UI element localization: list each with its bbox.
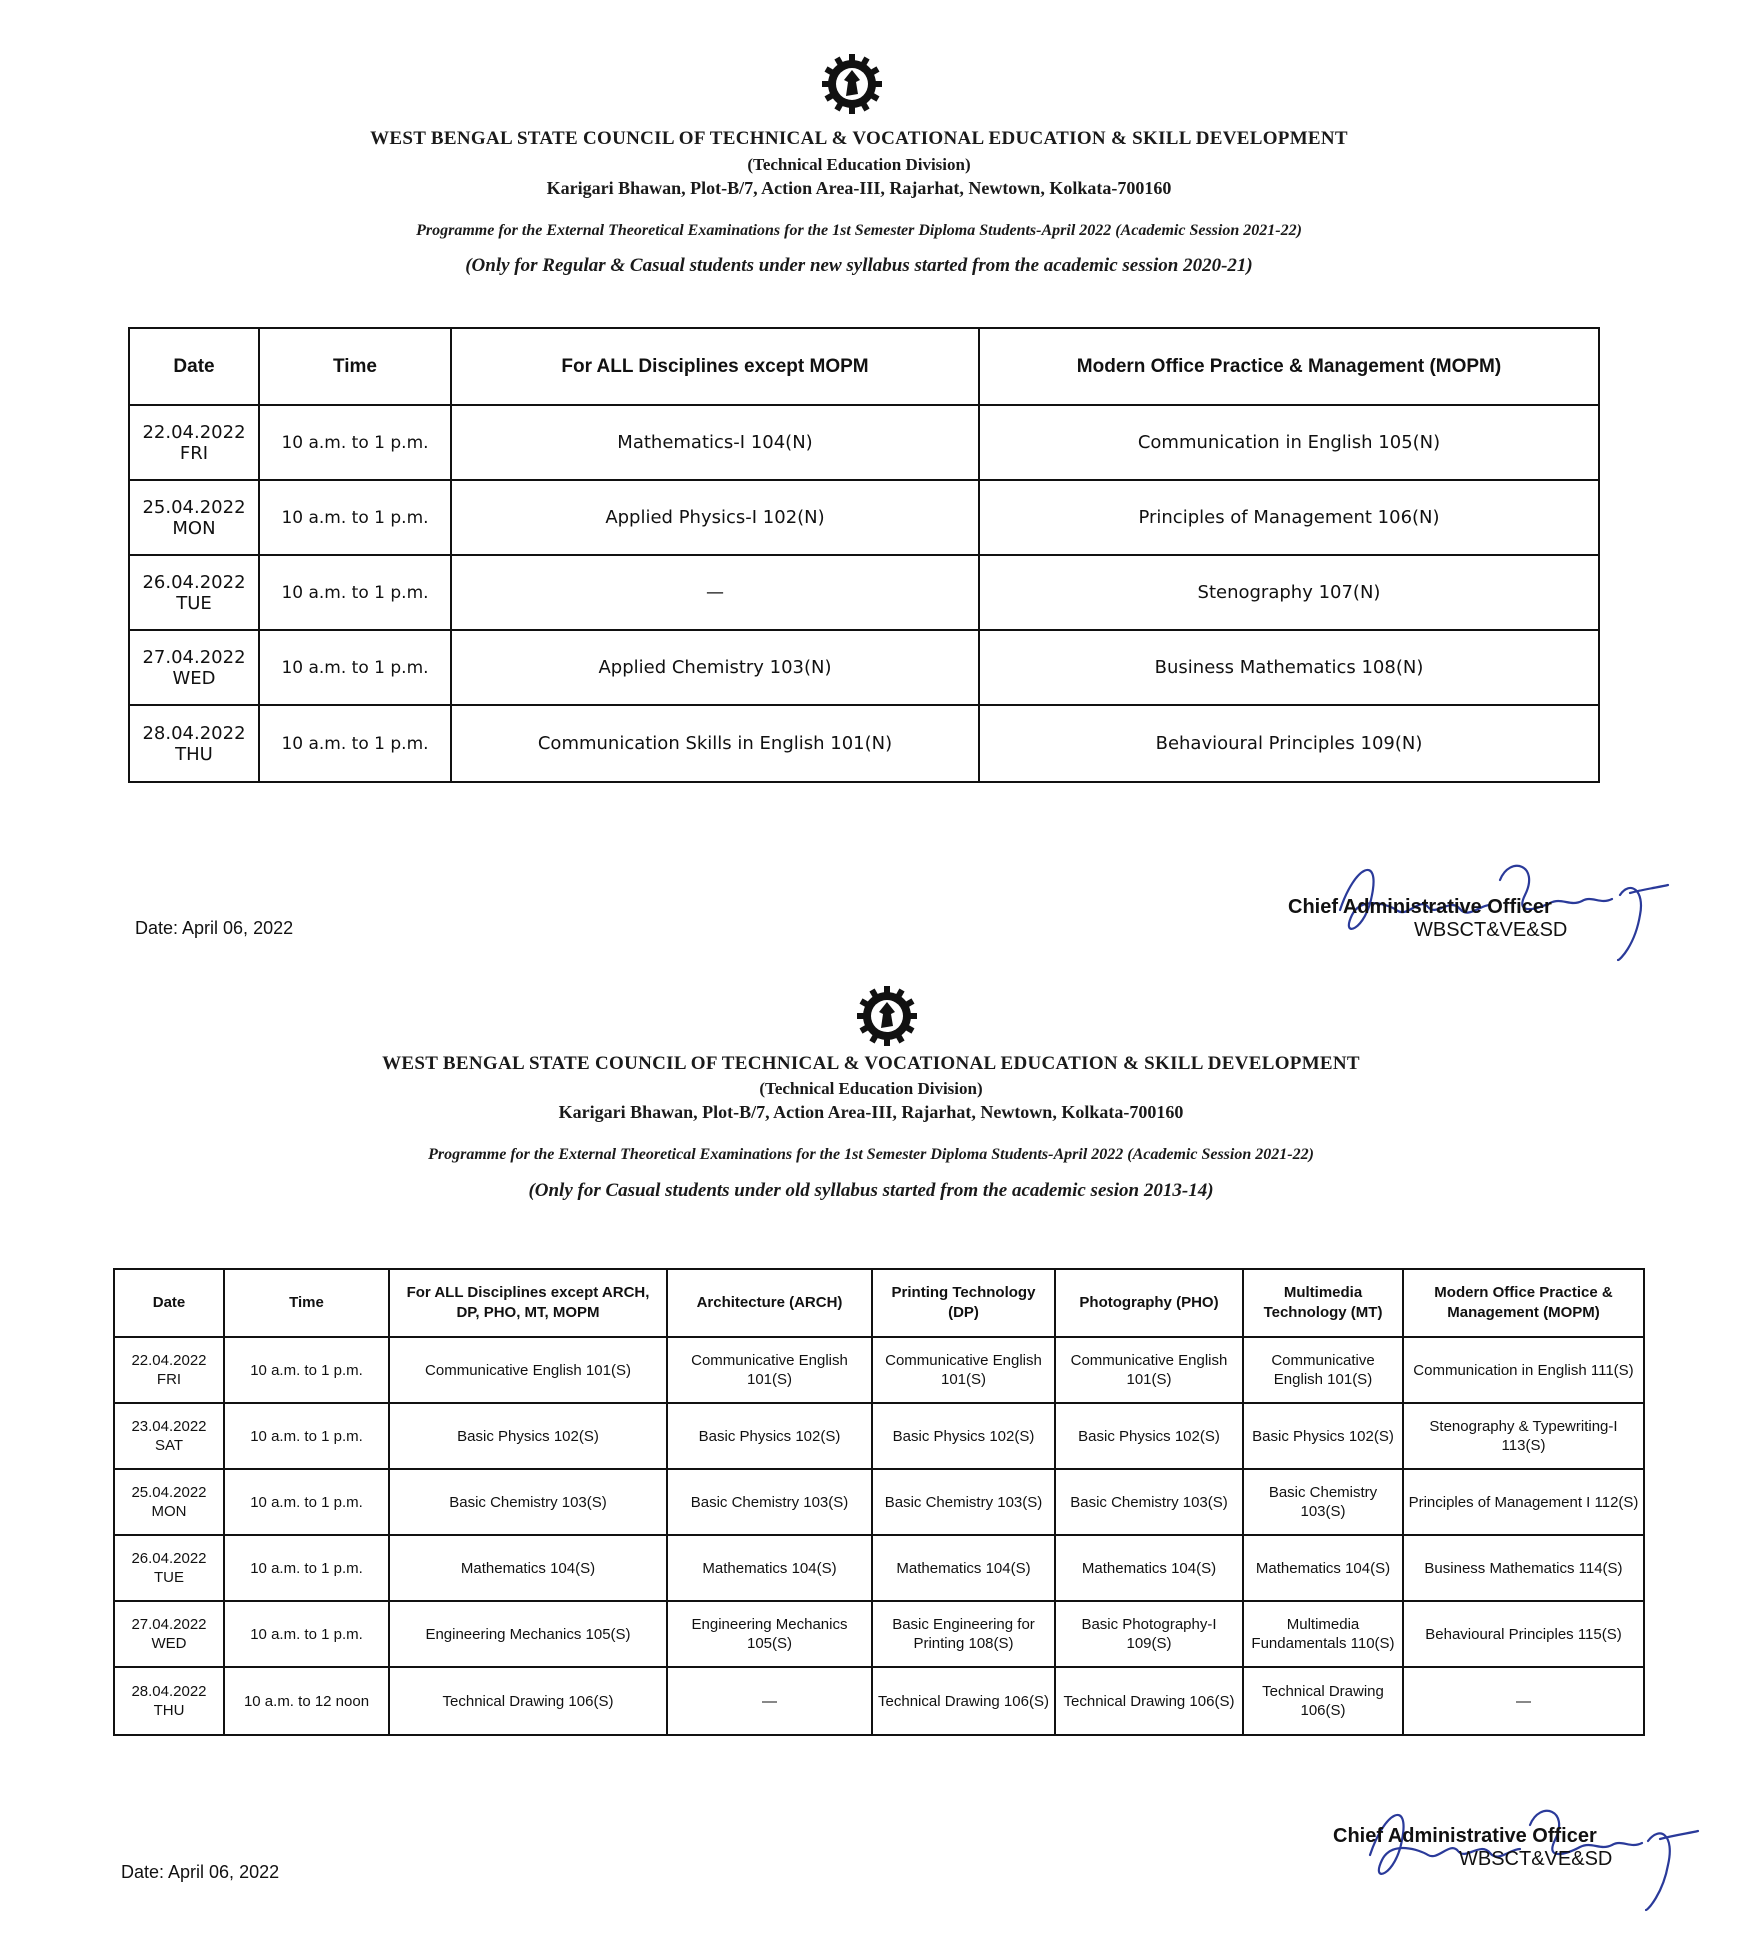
exam-date: 28.04.2022 [131, 1683, 207, 1700]
table-row [129, 705, 1599, 782]
exam-date: 22.04.2022 [131, 1352, 207, 1369]
subject-cell: Basic Chemistry 103(S) [872, 1469, 1055, 1535]
subject-cell: Principles of Management 106(N) [979, 480, 1599, 555]
exam-day: FRI [179, 442, 209, 464]
column-header-mopm: Modern Office Practice & Management (MOPM) [1403, 1269, 1644, 1337]
column-header-dp: Printing Technology (DP) [872, 1269, 1055, 1337]
issue-date: Date: April 06, 2022 [121, 1862, 280, 1882]
column-header-mt: Multimedia Technology (MT) [1243, 1269, 1403, 1337]
subject-cell: Communicative English 101(S) [667, 1337, 872, 1403]
programme-scope: (Only for Casual students under old syllabus started from the academic sesion 2013-14) [528, 1180, 1214, 1201]
subject-cell: Basic Physics 102(S) [1243, 1403, 1403, 1469]
date-cell [114, 1337, 224, 1403]
date-cell [114, 1601, 224, 1667]
signatory-title: Chief Administrative Officer [1288, 896, 1552, 918]
exam-day: WED [151, 1635, 187, 1652]
table-header-row [129, 328, 1599, 405]
subject-cell: — [667, 1667, 872, 1735]
table-row [114, 1535, 1644, 1601]
table-header-row [114, 1269, 1644, 1337]
subject-cell: Technical Drawing 106(S) [872, 1667, 1055, 1735]
time-cell: 10 a.m. to 1 p.m. [224, 1337, 389, 1403]
exam-day: THU [175, 743, 213, 765]
exam-date: 28.04.2022 [142, 722, 246, 744]
subject-cell: Basic Physics 102(S) [667, 1403, 872, 1469]
subject-cell: Basic Chemistry 103(S) [389, 1469, 667, 1535]
subject-cell: Communicative English 101(S) [1243, 1337, 1403, 1403]
subject-cell: Technical Drawing 106(S) [1243, 1667, 1403, 1735]
council-emblem-icon [855, 984, 919, 1048]
subject-cell: Basic Chemistry 103(S) [667, 1469, 872, 1535]
exam-schedule-table [113, 1268, 1645, 1736]
exam-day: TUE [176, 592, 212, 614]
exam-date: 26.04.2022 [142, 571, 246, 593]
time-cell: 10 a.m. to 1 p.m. [224, 1601, 389, 1667]
subject-cell: Basic Engineering for Printing 108(S) [872, 1601, 1055, 1667]
subject-cell: Business Mathematics 114(S) [1403, 1535, 1644, 1601]
subject-cell: — [451, 555, 979, 630]
time-cell: 10 a.m. to 1 p.m. [259, 480, 451, 555]
subject-cell: Engineering Mechanics 105(S) [389, 1601, 667, 1667]
column-header-all-disciplines: For ALL Disciplines except ARCH, DP, PHO, MT, MOPM [389, 1269, 667, 1337]
exam-date: 22.04.2022 [142, 421, 246, 443]
table-row [114, 1469, 1644, 1535]
exam-day: THU [153, 1702, 185, 1719]
date-cell [129, 705, 259, 782]
subject-cell: Basic Physics 102(S) [872, 1403, 1055, 1469]
exam-date: 27.04.2022 [131, 1616, 207, 1633]
column-header-arch: Architecture (ARCH) [667, 1269, 872, 1337]
table-row [129, 405, 1599, 480]
council-emblem-icon [820, 52, 884, 116]
subject-cell: Basic Physics 102(S) [1055, 1403, 1243, 1469]
exam-schedule-table [128, 327, 1600, 783]
issue-date: Date: April 06, 2022 [135, 918, 294, 938]
subject-cell: Communicative English 101(S) [389, 1337, 667, 1403]
exam-date: 25.04.2022 [131, 1484, 207, 1501]
subject-cell: Stenography 107(N) [979, 555, 1599, 630]
programme-title: Programme for the External Theoretical Examinations for the 1st Semester Diploma Students-April 2022 (Academic Session 2021-22) [416, 222, 1302, 239]
subject-cell: Technical Drawing 106(S) [1055, 1667, 1243, 1735]
signatory-block [1333, 1825, 1612, 1871]
time-cell: 10 a.m. to 1 p.m. [259, 630, 451, 705]
column-header-date: Date [114, 1269, 224, 1337]
notice-old-syllabus [0, 975, 1758, 1950]
date-cell [114, 1535, 224, 1601]
date-cell [129, 480, 259, 555]
exam-date: 26.04.2022 [131, 1550, 207, 1567]
subject-cell: Mathematics 104(S) [1243, 1535, 1403, 1601]
column-header-time: Time [224, 1269, 389, 1337]
signatory-org: WBSCT&VE&SD [1414, 919, 1568, 941]
subject-cell: Engineering Mechanics 105(S) [667, 1601, 872, 1667]
subject-cell: Principles of Management I 112(S) [1403, 1469, 1644, 1535]
subject-cell: Basic Physics 102(S) [389, 1403, 667, 1469]
subject-cell: Behavioural Principles 109(N) [979, 705, 1599, 782]
column-header-all-disciplines: For ALL Disciplines except MOPM [451, 328, 979, 405]
subject-cell: Basic Chemistry 103(S) [1055, 1469, 1243, 1535]
table-row [114, 1337, 1644, 1403]
table-row [129, 555, 1599, 630]
table-row [129, 480, 1599, 555]
time-cell: 10 a.m. to 1 p.m. [224, 1403, 389, 1469]
division-name: (Technical Education Division) [747, 155, 971, 174]
signatory-block [1288, 896, 1567, 942]
signatory-title: Chief Administrative Officer [1333, 1825, 1597, 1847]
subject-cell: Multimedia Fundamentals 110(S) [1243, 1601, 1403, 1667]
date-cell [114, 1403, 224, 1469]
time-cell: 10 a.m. to 1 p.m. [259, 705, 451, 782]
time-cell: 10 a.m. to 1 p.m. [259, 555, 451, 630]
programme-title: Programme for the External Theoretical Examinations for the 1st Semester Diploma Students-April 2022 (Academic Session 2021-22) [428, 1146, 1314, 1163]
subject-cell: Mathematics 104(S) [389, 1535, 667, 1601]
column-header-date: Date [129, 328, 259, 405]
subject-cell: Technical Drawing 106(S) [389, 1667, 667, 1735]
column-header-time: Time [259, 328, 451, 405]
time-cell: 10 a.m. to 1 p.m. [259, 405, 451, 480]
subject-cell: Behavioural Principles 115(S) [1403, 1601, 1644, 1667]
date-cell [114, 1667, 224, 1735]
exam-day: WED [172, 667, 216, 689]
table-row [114, 1667, 1644, 1735]
subject-cell: Mathematics 104(S) [667, 1535, 872, 1601]
date-cell [129, 405, 259, 480]
council-name: WEST BENGAL STATE COUNCIL OF TECHNICAL & VOCATIONAL EDUCATION & SKILL DEVELOPMENT [382, 1053, 1360, 1074]
council-name: WEST BENGAL STATE COUNCIL OF TECHNICAL & VOCATIONAL EDUCATION & SKILL DEVELOPMENT [370, 128, 1348, 149]
subject-cell: — [1403, 1667, 1644, 1735]
subject-cell: Business Mathematics 108(N) [979, 630, 1599, 705]
programme-scope: (Only for Regular & Casual students under new syllabus started from the academic session 2020-21) [465, 255, 1253, 276]
council-address: Karigari Bhawan, Plot-B/7, Action Area-III, Rajarhat, Newtown, Kolkata-700160 [558, 1102, 1184, 1122]
time-cell: 10 a.m. to 1 p.m. [224, 1535, 389, 1601]
signatory-org: WBSCT&VE&SD [1459, 1848, 1613, 1870]
date-cell [114, 1469, 224, 1535]
subject-cell: Communication in English 111(S) [1403, 1337, 1644, 1403]
subject-cell: Communication in English 105(N) [979, 405, 1599, 480]
exam-date: 23.04.2022 [131, 1418, 207, 1435]
subject-cell: Communicative English 101(S) [1055, 1337, 1243, 1403]
subject-cell: Communication Skills in English 101(N) [451, 705, 979, 782]
subject-cell: Mathematics-I 104(N) [451, 405, 979, 480]
date-cell [129, 630, 259, 705]
exam-date: 27.04.2022 [142, 646, 246, 668]
column-header-mopm: Modern Office Practice & Management (MOPM) [979, 328, 1599, 405]
exam-day: TUE [154, 1569, 184, 1586]
subject-cell: Basic Chemistry 103(S) [1243, 1469, 1403, 1535]
subject-cell: Applied Physics-I 102(N) [451, 480, 979, 555]
exam-day: SAT [154, 1437, 184, 1454]
time-cell: 10 a.m. to 12 noon [224, 1667, 389, 1735]
table-row [114, 1403, 1644, 1469]
subject-cell: Basic Photography-I 109(S) [1055, 1601, 1243, 1667]
council-address: Karigari Bhawan, Plot-B/7, Action Area-III, Rajarhat, Newtown, Kolkata-700160 [546, 178, 1172, 198]
exam-date: 25.04.2022 [142, 496, 246, 518]
time-cell: 10 a.m. to 1 p.m. [224, 1469, 389, 1535]
date-cell [129, 555, 259, 630]
exam-day: MON [151, 1503, 187, 1520]
table-row [129, 630, 1599, 705]
division-name: (Technical Education Division) [759, 1079, 983, 1098]
subject-cell: Stenography & Typewriting-I 113(S) [1403, 1403, 1644, 1469]
exam-day: MON [172, 517, 216, 539]
exam-day: FRI [156, 1371, 182, 1388]
subject-cell: Mathematics 104(S) [872, 1535, 1055, 1601]
column-header-pho: Photography (PHO) [1055, 1269, 1243, 1337]
table-row [114, 1601, 1644, 1667]
subject-cell: Communicative English 101(S) [872, 1337, 1055, 1403]
subject-cell: Mathematics 104(S) [1055, 1535, 1243, 1601]
subject-cell: Applied Chemistry 103(N) [451, 630, 979, 705]
